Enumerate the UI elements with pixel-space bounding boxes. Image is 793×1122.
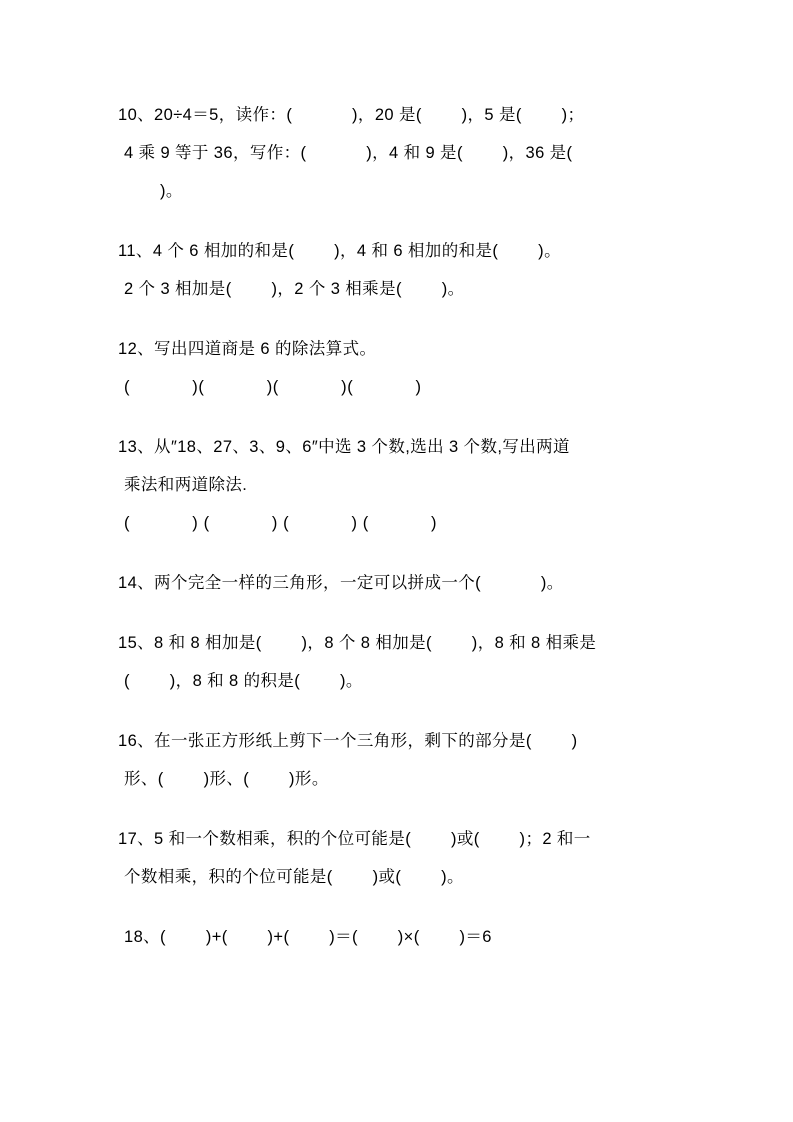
question-line: 12、写出四道商是 6 的除法算式。 <box>118 340 377 358</box>
question-line: 个数相乘，积的个位可能是( )或( )。 <box>124 868 464 886</box>
question-item-10 <box>118 96 675 210</box>
question-line: 2 个 3 相加是( )，2 个 3 相乘是( )。 <box>124 280 465 298</box>
question-line: ( ) ( ) ( ) ( ) <box>124 514 438 532</box>
question-line: 16、在一张正方形纸上剪下一个三角形，剩下的部分是( ) <box>118 732 578 750</box>
question-line: ( )，8 和 8 的积是( )。 <box>124 672 363 690</box>
question-item-13 <box>118 428 675 542</box>
question-line: ( )( )( )( ) <box>124 378 422 396</box>
question-line: 形、( )形、( )形。 <box>124 770 329 788</box>
question-line: 13、从″18、27、3、9、6″中选 3 个数,选出 3 个数,写出两道 <box>118 438 570 456</box>
question-line: 14、两个完全一样的三角形，一定可以拼成一个( )。 <box>118 574 564 592</box>
question-item-12 <box>118 330 675 406</box>
question-line: 15、8 和 8 相加是( )，8 个 8 相加是( )，8 和 8 相乘是 <box>118 634 597 652</box>
question-line: 18、( )+( )+( )＝( )×( )＝6 <box>124 928 492 946</box>
question-item-17 <box>118 820 675 896</box>
question-item-11 <box>118 232 675 308</box>
question-item-18 <box>118 918 675 956</box>
question-item-15 <box>118 624 675 700</box>
question-list <box>118 96 675 956</box>
question-item-16 <box>118 722 675 798</box>
question-line: 4 乘 9 等于 36，写作：( )，4 和 9 是( )，36 是( <box>124 144 573 162</box>
question-line: 10、20÷4＝5，读作：( )，20 是( )，5 是( )； <box>118 106 585 124</box>
question-item-14 <box>118 564 675 602</box>
question-line: )。 <box>140 182 183 200</box>
question-line: 乘法和两道除法. <box>124 476 248 494</box>
question-line: 17、5 和一个数相乘，积的个位可能是( )或( )；2 和一 <box>118 830 591 848</box>
question-line: 11、4 个 6 相加的和是( )，4 和 6 相加的和是( )。 <box>118 242 561 260</box>
